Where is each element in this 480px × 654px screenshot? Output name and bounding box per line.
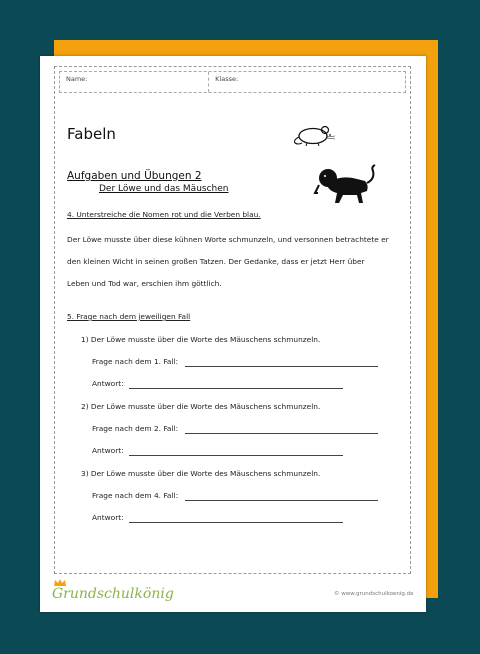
page-title: Fabeln [67, 125, 116, 143]
answer-label-3: Antwort: [92, 513, 124, 522]
name-label: Name: [66, 75, 88, 83]
task4-text-line-2: den kleinen Wicht in seinen großen Tatzen. Der Gedanke, dass er jetzt Herr über [67, 257, 365, 266]
question-label-1: Frage nach dem 1. Fall: [92, 357, 179, 366]
crown-icon [54, 579, 66, 586]
brand-logo: Grundschulkönig [52, 586, 174, 602]
question-answer-line-1[interactable] [185, 366, 378, 367]
task4-text-line-1: Der Löwe musste über diese kühnen Worte schmunzeln, und versonnen betrachtete er [67, 235, 389, 244]
answer-line-3[interactable] [129, 522, 343, 523]
task5-sentence-1: 1) Der Löwe musste über die Worte des Mäuschens schmunzeln. [81, 335, 321, 344]
answer-label-2: Antwort: [92, 446, 124, 455]
question-label-3: Frage nach dem 4. Fall: [92, 491, 179, 500]
header-fields [59, 71, 406, 93]
task5-sentence-3: 3) Der Löwe musste über die Worte des Mäuschens schmunzeln. [81, 469, 321, 478]
question-label-2: Frage nach dem 2. Fall: [92, 424, 179, 433]
class-label: Klasse: [215, 75, 239, 83]
task4-text-line-3: Leben und Tod war, erschien ihm göttlich. [67, 279, 222, 288]
answer-line-2[interactable] [129, 455, 343, 456]
copyright-url: © www.grundschulkoenig.de [334, 591, 414, 597]
story-title: Der Löwe und das Mäuschen [99, 184, 229, 194]
worksheet-subtitle: Aufgaben und Übungen 2 [67, 170, 202, 182]
worksheet-page [40, 56, 426, 612]
question-answer-line-2[interactable] [185, 433, 378, 434]
name-field[interactable] [60, 72, 209, 92]
task5-sentence-2: 2) Der Löwe musste über die Worte des Mäuschens schmunzeln. [81, 402, 321, 411]
question-answer-line-3[interactable] [185, 500, 378, 501]
dashed-frame [54, 66, 411, 574]
mouse-icon [291, 123, 339, 147]
answer-label-1: Antwort: [92, 379, 124, 388]
answer-line-1[interactable] [129, 388, 343, 389]
class-field[interactable] [209, 72, 405, 92]
lion-icon [313, 163, 377, 207]
task4-instruction: 4. Unterstreiche die Nomen rot und die Verben blau. [67, 210, 261, 219]
task5-instruction: 5. Frage nach dem jeweiligen Fall [67, 312, 191, 321]
